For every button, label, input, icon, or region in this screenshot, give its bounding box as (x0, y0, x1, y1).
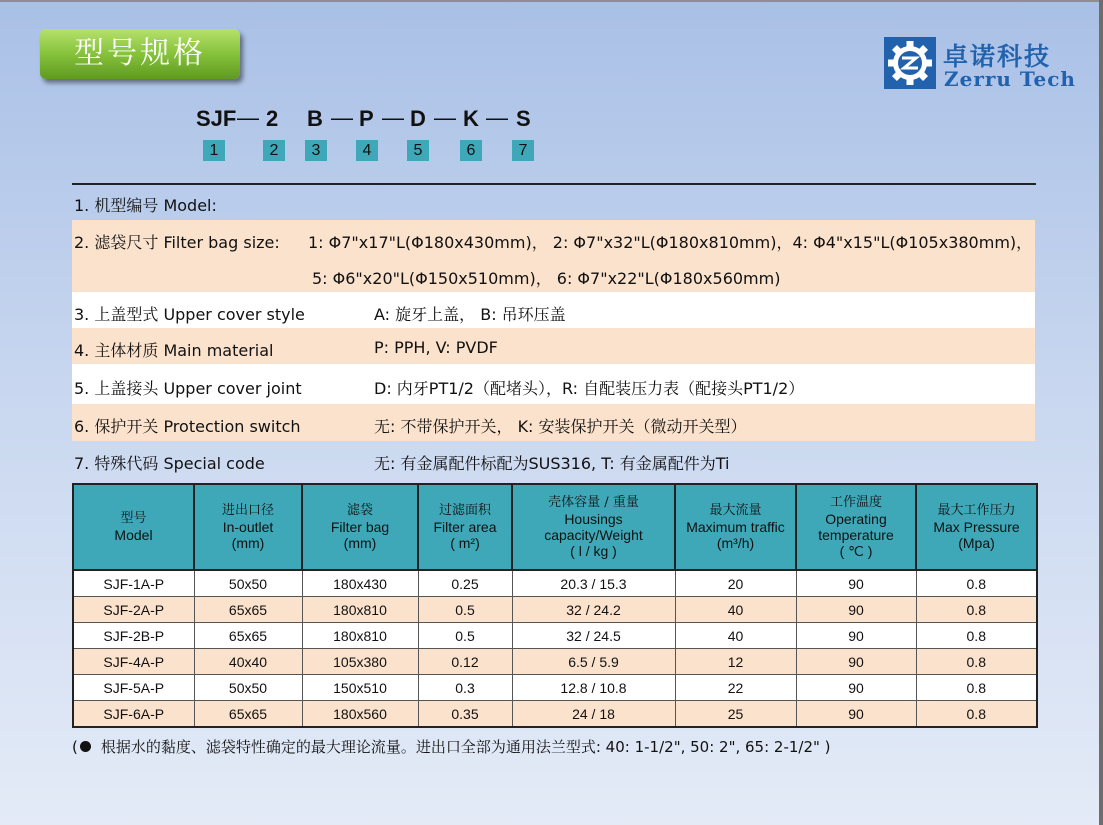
code-dash: — (434, 105, 456, 130)
cell-pressure: 0.8 (916, 597, 1037, 623)
header-in-outlet: 进出口径 In-outlet (mm) (194, 484, 302, 570)
table-header-row (73, 484, 1037, 570)
cell-pressure: 0.8 (916, 649, 1037, 675)
table-row (73, 597, 1037, 623)
cell-temperature: 90 (796, 701, 916, 728)
code-number-3: 3 (305, 140, 327, 161)
cell-filter-area: 0.5 (418, 597, 512, 623)
logo-english-name: Zerru Tech (944, 67, 1076, 91)
cell-model: SJF-5A-P (73, 675, 194, 701)
code-dash: — (486, 105, 508, 130)
cell-in-outlet: 65x65 (194, 623, 302, 649)
code-number-7: 7 (512, 140, 534, 161)
header-max-pressure: 最大工作压力 Max Pressure (Mpa) (916, 484, 1037, 570)
page-title: 型号规格 (40, 29, 240, 79)
cell-filter-area: 0.3 (418, 675, 512, 701)
cell-model: SJF-6A-P (73, 701, 194, 728)
cell-max-traffic: 40 (675, 623, 796, 649)
cell-filter-bag: 150x510 (302, 675, 418, 701)
cell-temperature: 90 (796, 623, 916, 649)
spec-value: D: 内牙PT1/2（配堵头），R: 自配装压力表（配接头PT1/2） (374, 379, 805, 398)
header-model: 型号 Model (73, 484, 194, 570)
spec-row-filter-bag-size (72, 220, 1035, 292)
window-top-border (0, 0, 1103, 2)
spec-value: 无: 有金属配件标配为SUS316, T: 有金属配件为Ti (374, 454, 730, 473)
spec-row-special-code (72, 441, 1035, 479)
cell-temperature: 90 (796, 597, 916, 623)
code-part-3: B (307, 106, 323, 131)
code-number-6: 6 (460, 140, 482, 161)
cell-filter-bag: 180x430 (302, 570, 418, 597)
code-dash: — (331, 105, 353, 130)
header-maximum-traffic: 最大流量 Maximum traffic (m³/h) (675, 484, 796, 570)
cell-max-traffic: 25 (675, 701, 796, 728)
spec-value: A: 旋牙上盖， B: 吊环压盖 (374, 305, 566, 324)
cell-model: SJF-2A-P (73, 597, 194, 623)
spec-label: 4. 主体材质 Main material (74, 341, 274, 360)
spec-row-upper-cover-style (72, 292, 1035, 328)
spec-row-protection-switch (72, 404, 1035, 441)
cell-pressure: 0.8 (916, 570, 1037, 597)
code-number-1: 1 (203, 140, 225, 161)
cell-capacity-weight: 12.8 / 10.8 (512, 675, 675, 701)
cell-model: SJF-1A-P (73, 570, 194, 597)
section-divider (72, 183, 1036, 185)
cell-filter-area: 0.12 (418, 649, 512, 675)
footnote-open-paren: ( (72, 738, 78, 756)
code-part-2: 2 (266, 106, 279, 131)
table-row (73, 649, 1037, 675)
cell-max-traffic: 12 (675, 649, 796, 675)
spec-label: 3. 上盖型式 Upper cover style (74, 305, 305, 324)
cell-in-outlet: 50x50 (194, 675, 302, 701)
gear-logo-icon (884, 37, 936, 89)
table-row (73, 623, 1037, 649)
cell-filter-area: 0.5 (418, 623, 512, 649)
code-part-6: K (463, 106, 479, 131)
bullet-icon (80, 741, 91, 752)
window-right-border (1099, 0, 1103, 825)
cell-temperature: 90 (796, 570, 916, 597)
code-number-5: 5 (407, 140, 429, 161)
table-row (73, 570, 1037, 597)
cell-model: SJF-4A-P (73, 649, 194, 675)
code-dash: — (382, 105, 404, 130)
cell-capacity-weight: 32 / 24.5 (512, 623, 675, 649)
cell-in-outlet: 65x65 (194, 701, 302, 728)
footnote (72, 736, 831, 757)
cell-temperature: 90 (796, 675, 916, 701)
company-logo (884, 37, 1074, 91)
spec-value: 1: Φ7"x17"L(Φ180x430mm)， 2: Φ7"x32"L(Φ180x810mm)，4: Φ4"x15"L(Φ105x380mm)， (308, 233, 1033, 252)
cell-pressure: 0.8 (916, 623, 1037, 649)
code-part-5: D (410, 106, 426, 131)
cell-max-traffic: 40 (675, 597, 796, 623)
cell-pressure: 0.8 (916, 675, 1037, 701)
spec-value: 5: Φ6"x20"L(Φ150x510mm)， 6: Φ7"x22"L(Φ180x560mm) (312, 269, 781, 288)
header-capacity-weight: 壳体容量 / 重量 Housings capacity/Weight ( l / kg ) (512, 484, 675, 570)
code-part-1: SJF (196, 106, 237, 131)
spec-value: P: PPH, V: PVDF (374, 338, 498, 357)
table-row (73, 701, 1037, 728)
logo-chinese-name: 卓诺科技 (943, 42, 1052, 71)
code-part-7: S (516, 106, 531, 131)
cell-pressure: 0.8 (916, 701, 1037, 728)
spec-table (72, 483, 1038, 728)
code-number-2: 2 (263, 140, 285, 161)
spec-row-main-material (72, 328, 1035, 364)
code-number-4: 4 (356, 140, 378, 161)
cell-max-traffic: 22 (675, 675, 796, 701)
cell-filter-bag: 180x810 (302, 623, 418, 649)
cell-filter-bag: 180x560 (302, 701, 418, 728)
header-filter-bag: 滤袋 Filter bag (mm) (302, 484, 418, 570)
spec-value: 无: 不带保护开关， K: 安装保护开关（微动开关型） (374, 417, 747, 436)
cell-in-outlet: 50x50 (194, 570, 302, 597)
header-filter-area: 过滤面积 Filter area ( m²) (418, 484, 512, 570)
header-operating-temperature: 工作温度 Operating temperature ( ℃ ) (796, 484, 916, 570)
code-dash: — (237, 105, 259, 130)
table-row (73, 675, 1037, 701)
cell-in-outlet: 65x65 (194, 597, 302, 623)
code-part-4: P (359, 106, 374, 131)
cell-filter-area: 0.25 (418, 570, 512, 597)
cell-in-outlet: 40x40 (194, 649, 302, 675)
cell-filter-bag: 105x380 (302, 649, 418, 675)
spec-label: 6. 保护开关 Protection switch (74, 417, 301, 436)
cell-capacity-weight: 32 / 24.2 (512, 597, 675, 623)
cell-filter-bag: 180x810 (302, 597, 418, 623)
footnote-text: 根据水的黏度、滤袋特性确定的最大理论流量。进出口全部为通用法兰型式: 40: 1-1/2", 50: 2", 65: 2-1/2" ) (100, 738, 831, 756)
cell-max-traffic: 20 (675, 570, 796, 597)
cell-filter-area: 0.35 (418, 701, 512, 728)
cell-capacity-weight: 6.5 / 5.9 (512, 649, 675, 675)
cell-temperature: 90 (796, 649, 916, 675)
spec-row-model (72, 186, 1035, 220)
spec-label: 7. 特殊代码 Special code (74, 454, 265, 473)
spec-label: 1. 机型编号 Model: (74, 196, 217, 215)
spec-label: 2. 滤袋尺寸 Filter bag size: (74, 233, 280, 252)
cell-capacity-weight: 24 / 18 (512, 701, 675, 728)
spec-row-upper-cover-joint (72, 364, 1035, 404)
cell-capacity-weight: 20.3 / 15.3 (512, 570, 675, 597)
cell-model: SJF-2B-P (73, 623, 194, 649)
spec-label: 5. 上盖接头 Upper cover joint (74, 379, 302, 398)
